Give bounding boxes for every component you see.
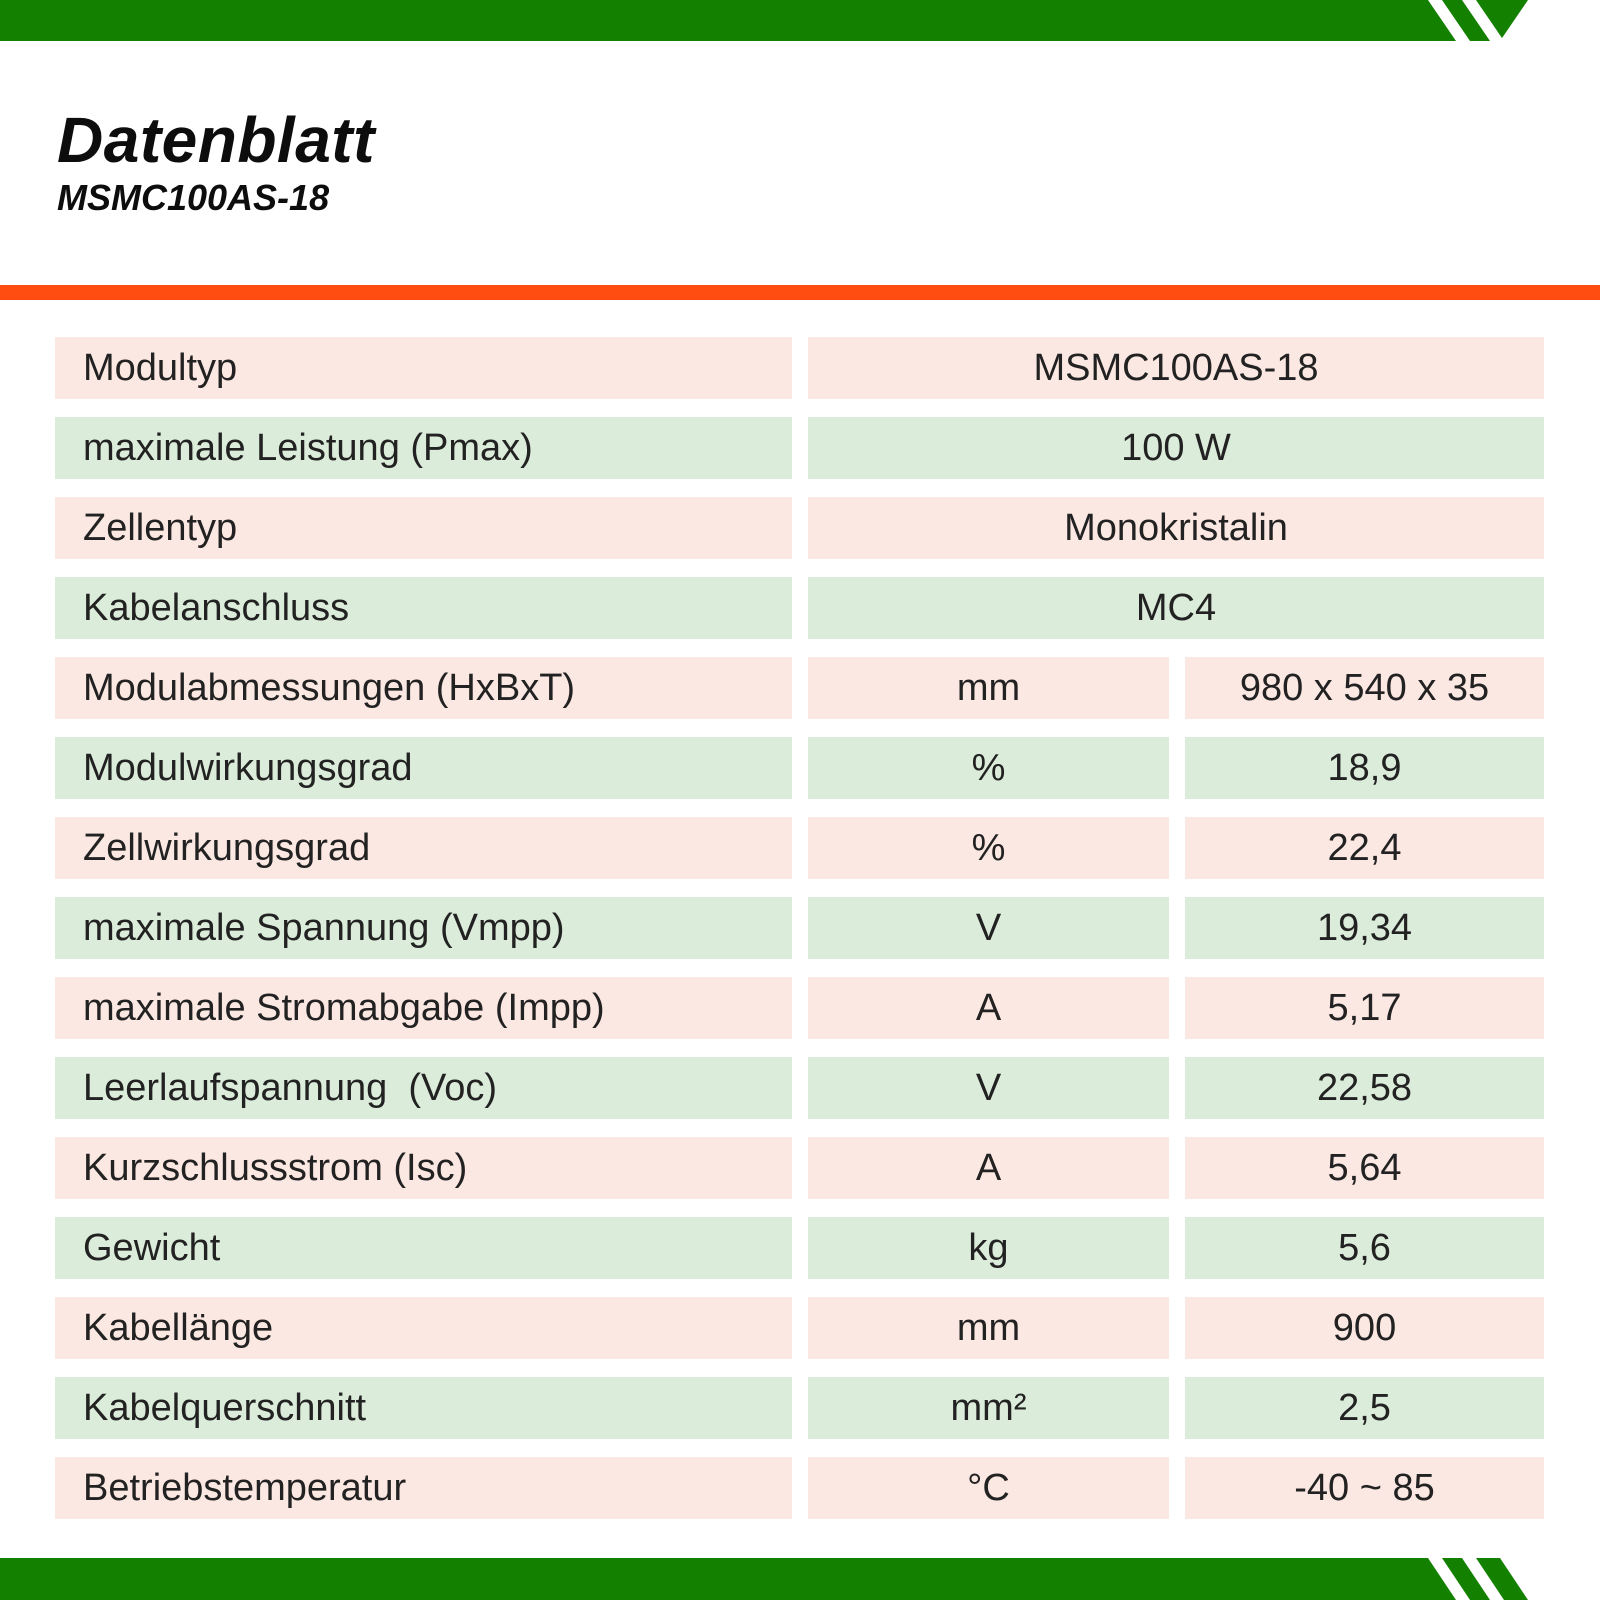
spec-value: 980 x 540 x 35 — [1185, 657, 1544, 719]
spec-value: 22,58 — [1185, 1057, 1544, 1119]
spec-unit: mm² — [808, 1377, 1169, 1439]
spec-value: 18,9 — [1185, 737, 1544, 799]
spec-value: MC4 — [808, 577, 1544, 639]
spec-value: Monokristalin — [808, 497, 1544, 559]
spec-unit: °C — [808, 1457, 1169, 1519]
spec-value: 2,5 — [1185, 1377, 1544, 1439]
spec-unit: V — [808, 897, 1169, 959]
spec-unit: % — [808, 737, 1169, 799]
spec-label: maximale Spannung (Vmpp) — [55, 897, 792, 959]
spec-label: Gewicht — [55, 1217, 792, 1279]
spec-value: 19,34 — [1185, 897, 1544, 959]
spec-label: maximale Leistung (Pmax) — [55, 417, 792, 479]
spec-value: -40 ~ 85 — [1185, 1457, 1544, 1519]
spec-value: 5,64 — [1185, 1137, 1544, 1199]
spec-label: Kabelquerschnitt — [55, 1377, 792, 1439]
spec-value: MSMC100AS-18 — [808, 337, 1544, 399]
spec-value: 900 — [1185, 1297, 1544, 1359]
spec-unit: mm — [808, 1297, 1169, 1359]
orange-divider — [0, 285, 1600, 300]
top-band-fill — [0, 0, 1528, 41]
spec-label: Zellentyp — [55, 497, 792, 559]
spec-unit: A — [808, 1137, 1169, 1199]
spec-label: Kabelanschluss — [55, 577, 792, 639]
spec-label: Kurzschlussstrom (Isc) — [55, 1137, 792, 1199]
spec-label: Modulwirkungsgrad — [55, 737, 792, 799]
page-title: Datenblatt — [57, 104, 375, 176]
spec-value: 5,17 — [1185, 977, 1544, 1039]
spec-value: 100 W — [808, 417, 1544, 479]
spec-unit: A — [808, 977, 1169, 1039]
spec-label: Betriebstemperatur — [55, 1457, 792, 1519]
spec-label: Leerlaufspannung (Voc) — [55, 1057, 792, 1119]
spec-value: 5,6 — [1185, 1217, 1544, 1279]
spec-label: Kabellänge — [55, 1297, 792, 1359]
spec-label: Modulabmessungen (HxBxT) — [55, 657, 792, 719]
top-green-band — [0, 0, 1600, 41]
spec-unit: mm — [808, 657, 1169, 719]
spec-unit: % — [808, 817, 1169, 879]
spec-unit: V — [808, 1057, 1169, 1119]
bottom-band-fill — [0, 1558, 1528, 1600]
spec-label: maximale Stromabgabe (Impp) — [55, 977, 792, 1039]
spec-unit: kg — [808, 1217, 1169, 1279]
spec-label: Modultyp — [55, 337, 792, 399]
spec-value: 22,4 — [1185, 817, 1544, 879]
model-subtitle: MSMC100AS-18 — [57, 177, 330, 218]
spec-label: Zellwirkungsgrad — [55, 817, 792, 879]
bottom-green-band — [0, 1558, 1600, 1600]
